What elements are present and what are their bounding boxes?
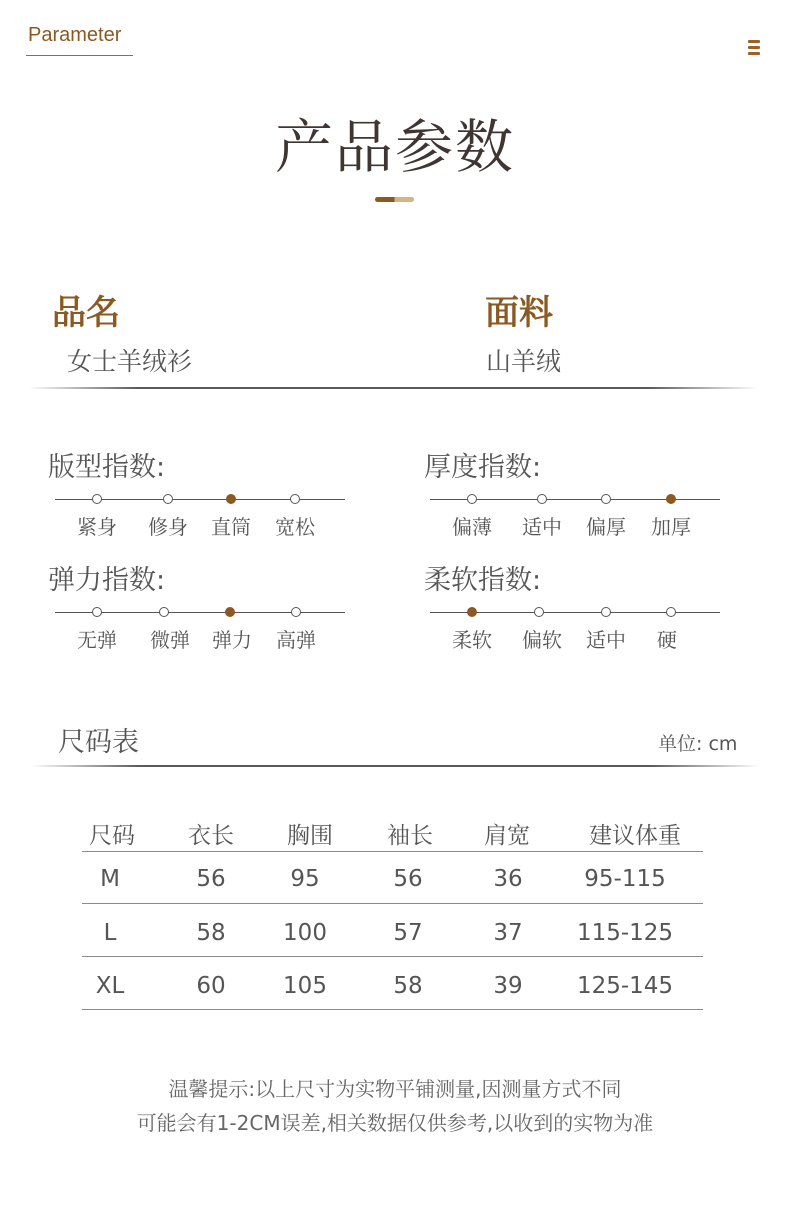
size-chart-divider bbox=[30, 765, 760, 767]
thickness-option-label: 加厚 bbox=[651, 515, 691, 539]
table-cell: 56 bbox=[196, 866, 226, 892]
softness-option-dot bbox=[601, 607, 611, 617]
parameter-label: Parameter bbox=[28, 24, 122, 46]
page-title: 产品参数 bbox=[274, 113, 515, 181]
table-row-divider bbox=[82, 956, 703, 957]
softness-index-title: 柔软指数: bbox=[424, 565, 542, 596]
thickness-option-dot bbox=[537, 494, 547, 504]
table-cell: 100 bbox=[283, 920, 327, 946]
thickness-option-dot bbox=[601, 494, 611, 504]
table-cell: 36 bbox=[493, 866, 523, 892]
product-name-label: 品名 bbox=[52, 293, 120, 333]
table-row-divider bbox=[82, 1009, 703, 1010]
softness-option-label: 适中 bbox=[586, 628, 626, 652]
table-header: 建议体重 bbox=[589, 823, 681, 849]
size-chart-title: 尺码表 bbox=[58, 727, 139, 758]
thickness-option-label: 偏厚 bbox=[586, 515, 626, 539]
thickness-option-label: 偏薄 bbox=[452, 515, 492, 539]
note-line-1: 温馨提示:以上尺寸为实物平铺测量,因测量方式不同 bbox=[168, 1077, 622, 1101]
parameter-underline bbox=[26, 55, 133, 56]
table-cell: 58 bbox=[196, 920, 226, 946]
fit-option-label: 直筒 bbox=[211, 515, 251, 539]
table-cell: 95-115 bbox=[584, 866, 666, 892]
thickness-option-dot bbox=[666, 494, 676, 504]
fit-option-label: 紧身 bbox=[77, 515, 117, 539]
elasticity-option-dot bbox=[291, 607, 301, 617]
fit-option-dot bbox=[290, 494, 300, 504]
menu-icon[interactable] bbox=[748, 40, 760, 56]
fit-option-dot bbox=[163, 494, 173, 504]
table-cell: 115-125 bbox=[576, 920, 674, 946]
unit-label: 单位: cm bbox=[658, 733, 738, 755]
fit-option-label: 宽松 bbox=[275, 515, 315, 539]
softness-option-label: 柔软 bbox=[452, 628, 492, 652]
fit-option-dot bbox=[226, 494, 236, 504]
softness-option-dot bbox=[534, 607, 544, 617]
table-row-divider bbox=[82, 851, 703, 852]
table-cell: 56 bbox=[393, 866, 423, 892]
elasticity-option-label: 微弹 bbox=[150, 628, 190, 652]
table-header: 袖长 bbox=[387, 823, 433, 849]
softness-option-dot bbox=[666, 607, 676, 617]
table-cell: 58 bbox=[393, 973, 423, 999]
fit-option-label: 修身 bbox=[148, 515, 188, 539]
title-divider bbox=[375, 197, 414, 202]
thickness-option-label: 适中 bbox=[522, 515, 562, 539]
table-header: 胸围 bbox=[287, 823, 333, 849]
table-cell: 39 bbox=[493, 973, 523, 999]
table-cell: 37 bbox=[493, 920, 523, 946]
softness-option-label: 硬 bbox=[657, 628, 677, 652]
thickness-index-title: 厚度指数: bbox=[424, 452, 542, 483]
table-cell: M bbox=[100, 866, 120, 892]
elasticity-index-title: 弹力指数: bbox=[48, 565, 166, 596]
elasticity-option-label: 无弹 bbox=[77, 628, 117, 652]
table-header: 衣长 bbox=[188, 823, 234, 849]
table-cell: 57 bbox=[393, 920, 423, 946]
table-cell: 95 bbox=[290, 866, 320, 892]
table-header: 肩宽 bbox=[484, 823, 530, 849]
elasticity-option-dot bbox=[159, 607, 169, 617]
note-line-2: 可能会有1-2CM误差,相关数据仅供参考,以收到的实物为准 bbox=[136, 1111, 654, 1135]
elasticity-option-dot bbox=[225, 607, 235, 617]
table-cell: 105 bbox=[283, 973, 327, 999]
product-name-value: 女士羊绒衫 bbox=[67, 347, 193, 376]
table-header: 尺码 bbox=[89, 823, 135, 849]
table-cell: 125-145 bbox=[576, 973, 674, 999]
elasticity-option-dot bbox=[92, 607, 102, 617]
elasticity-option-label: 高弹 bbox=[276, 628, 316, 652]
fit-option-dot bbox=[92, 494, 102, 504]
table-cell: XL bbox=[95, 973, 125, 999]
table-cell: L bbox=[103, 920, 117, 946]
elasticity-option-label: 弹力 bbox=[212, 628, 252, 652]
softness-option-label: 偏软 bbox=[522, 628, 562, 652]
fabric-value: 山羊绒 bbox=[486, 347, 562, 376]
info-divider bbox=[28, 387, 758, 389]
table-row-divider bbox=[82, 903, 703, 904]
softness-option-dot bbox=[467, 607, 477, 617]
thickness-option-dot bbox=[467, 494, 477, 504]
table-cell: 60 bbox=[196, 973, 226, 999]
fabric-label: 面料 bbox=[485, 293, 553, 333]
fit-index-title: 版型指数: bbox=[48, 452, 166, 483]
